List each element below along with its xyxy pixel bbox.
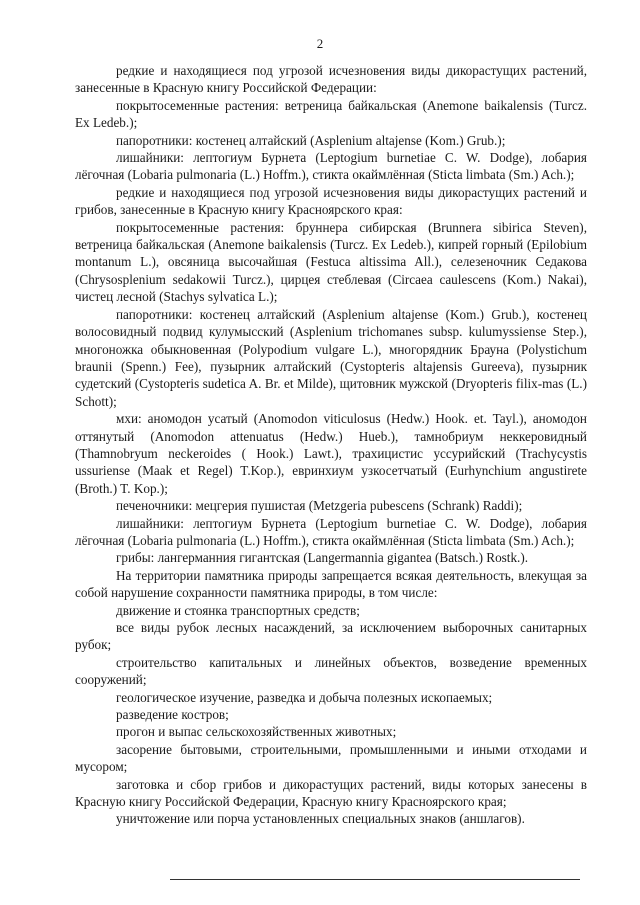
paragraph: грибы: лангерманния гигантская (Langermannia gigantea (Batsch.) Rostk.). [116, 550, 529, 566]
paragraph: засорение бытовыми, строительными, промышленными и иными отходами и мусором; [75, 741, 587, 775]
paragraph: мхи: аномодон усатый (Anomodon viticulosus (Hedw.) Hook. et. Tayl.), аномодон оттянутый (Anomodon attenuatus (Hedw.) Hueb.), тамнобриум неккеровидный (Thamnobryum neckeroides ( Hook.) Lawt.), трахицистис уссурийский (Trachycystis ussuriense (Maak et Regel) T.Kop.), евринхиум узкосетчатый (Eurhynchium angustirete (Broth.) T. Kop.); [75, 411, 587, 496]
paragraph: прогон и выпас сельскохозяйственных животных; [116, 724, 397, 740]
bottom-divider [170, 879, 580, 880]
paragraph: покрытосеменные растения: бруннера сибирская (Brunnera sibirica Steven), ветреница байкальская (Anemone baikalensis (Turcz. Ex Ledeb.), кипрей горный (Epilobium montanum L.), овсяница высочайшая (Festuca altissima All.), селезеночник Седакова (Chrysosplenium sedakowii Turcz.), цирцея стеблевая (Circaea caulescens (Kom.) Nakai), чистец лесной (Stachys sylvatica L.); [75, 219, 587, 305]
page-number: 2 [316, 36, 324, 51]
paragraph: редкие и находящиеся под угрозой исчезновения виды дикорастущих растений, занесенные в Красную книгу Российской Федерации: [75, 63, 587, 96]
document-body [75, 62, 587, 828]
paragraph: геологическое изучение, разведка и добыча полезных ископаемых; [116, 689, 493, 705]
paragraph: заготовка и сбор грибов и дикорастущих растений, виды которых занесены в Красную книгу Российской Федерации, Красную книгу Красноярского края; [75, 776, 587, 810]
paragraph: лишайники: лептогиум Бурнета (Leptogium burnetiae C. W. Dodge), лобария лёгочная (Lobaria pulmonaria (L.) Hoffm.), стикта окаймлённая (Sticta limbata (Sm.) Ach.); [75, 515, 587, 548]
paragraph: движение и стоянка транспортных средств; [116, 602, 360, 618]
paragraph: покрытосеменные растения: ветреница байкальская (Anemone baikalensis (Turcz. Ex Ledeb.); [75, 97, 587, 131]
paragraph: уничтожение или порча установленных специальных знаков (аншлагов). [116, 811, 525, 827]
paragraph: строительство капитальных и линейных объектов, возведение временных сооружений; [75, 654, 587, 688]
paragraph: папоротники: костенец алтайский (Asplenium altajense (Kom.) Grub.), костенец волосовидный подвид кулумысский (Asplenium trichomanes subsp. kulumyssiense Step.), многоножка обыкновенная (Polypodium vulgare L.), многорядник Брауна (Polystichum braunii (Spenn.) Fee), пузырник алтайский (Cystopteris altajensis Gureeva), пузырник судетский (Cystopteris sudetica A. Br. et Milde), щитовник мужской (Dryopteris filix-mas (L.) Schott); [75, 306, 587, 409]
paragraph: На территории памятника природы запрещается всякая деятельность, влекущая за собой нарушение сохранности памятника природы, в том числе: [75, 567, 587, 601]
paragraph: папоротники: костенец алтайский (Asplenium altajense (Kom.) Grub.); [116, 132, 506, 148]
paragraph: разведение костров; [116, 707, 229, 723]
paragraph: все виды рубок лесных насаждений, за исключением выборочных санитарных рубок; [75, 620, 587, 653]
paragraph: печеночники: мецгерия пушистая (Metzgeria pubescens (Schrank) Raddi); [116, 498, 523, 514]
paragraph: редкие и находящиеся под угрозой исчезновения виды дикорастущих растений и грибов, занесенные в Красную книгу Красноярского края: [75, 184, 587, 218]
paragraph: лишайники: лептогиум Бурнета (Leptogium burnetiae C. W. Dodge), лобария лёгочная (Lobaria pulmonaria (L.) Hoffm.), стикта окаймлённая (Sticta limbata (Sm.) Ach.); [75, 150, 587, 183]
